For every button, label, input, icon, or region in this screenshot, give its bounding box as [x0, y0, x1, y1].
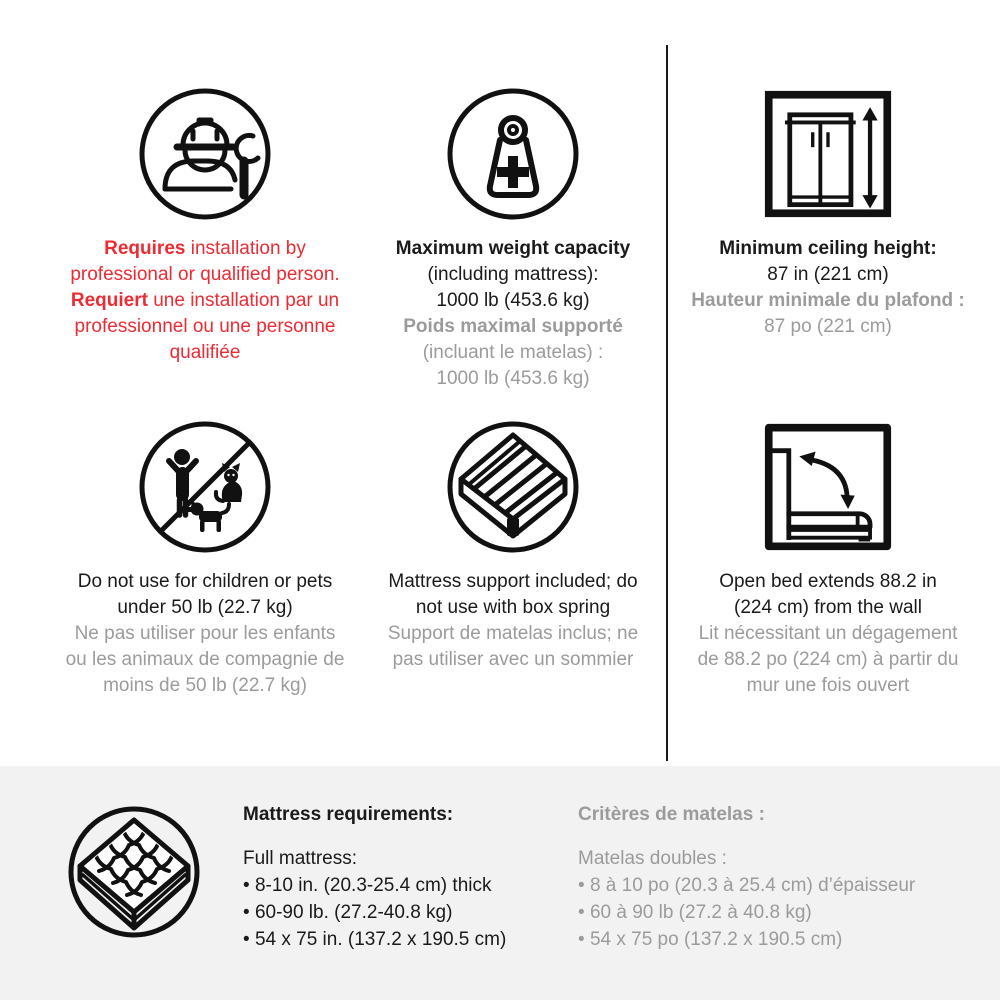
- card-line: Lit nécessitant un dégagement: [698, 623, 958, 644]
- card-heading-en: Minimum ceiling height:: [719, 238, 937, 259]
- card-heading-en: Maximum weight capacity: [395, 238, 631, 259]
- card-line: mur une fois ouvert: [746, 675, 910, 696]
- card-icon-wrap: [673, 85, 983, 223]
- section-subheading-en: Full mattress:: [243, 848, 358, 869]
- card-line: ou les animaux de compagnie de: [65, 649, 345, 670]
- card-line: [45, 262, 365, 288]
- installer-icon: [137, 86, 273, 222]
- card-line-bold: Requires: [104, 238, 186, 259]
- card-text: [358, 569, 668, 673]
- card-line: [45, 236, 365, 262]
- bullet-item: • 60-90 lb. (27.2-40.8 kg): [243, 899, 506, 926]
- card-line: (224 cm) from the wall: [734, 597, 922, 618]
- section-heading-en: Mattress requirements:: [243, 804, 454, 825]
- card-line: Do not use for children or pets: [77, 571, 333, 592]
- card-line: (incluant le matelas) :: [422, 342, 604, 363]
- card-line: de 88.2 po (224 cm) à partir du: [697, 649, 959, 670]
- card-line: [45, 314, 365, 340]
- bullet-item: • 8-10 in. (20.3-25.4 cm) thick: [243, 872, 506, 899]
- mattress-icon: [66, 804, 202, 940]
- card-text: [673, 569, 983, 699]
- card-icon-wrap: [35, 85, 375, 223]
- card-line: [45, 340, 365, 366]
- bullet-item: • 54 x 75 in. (137.2 x 190.5 cm): [243, 926, 506, 953]
- section-heading-fr: Critères de matelas :: [578, 804, 765, 825]
- ceiling-height-icon: [763, 89, 893, 219]
- card-text: [45, 236, 365, 366]
- card-icon-wrap: [673, 418, 983, 556]
- card-line: not use with box spring: [415, 597, 611, 618]
- card-line: under 50 lb (22.7 kg): [117, 597, 293, 618]
- card-line: Open bed extends 88.2 in: [719, 571, 937, 592]
- card-text: [673, 236, 983, 340]
- card-line-rest: installation by: [185, 238, 306, 259]
- card-ceiling-height: [673, 85, 983, 340]
- weight-icon: [445, 86, 581, 222]
- mattress-requirements-section: [0, 766, 1000, 1000]
- card-no-children-pets: [35, 418, 375, 699]
- mattress-requirements-fr: [578, 801, 915, 953]
- bullet-item: • 60 à 90 lb (27.2 à 40.8 kg): [578, 899, 915, 926]
- card-line: Ne pas utiliser pour les enfants: [74, 623, 336, 644]
- card-line-rest: professionnel ou une personne: [74, 316, 336, 337]
- card-icon-wrap: [358, 85, 668, 223]
- card-line-rest: professional or qualified person.: [70, 264, 340, 285]
- card-line: 1000 lb (453.6 kg): [436, 368, 590, 389]
- card-line: 87 po (221 cm): [764, 316, 892, 337]
- bullet-item: • 8 à 10 po (20.3 à 25.4 cm) d’épaisseur: [578, 872, 915, 899]
- card-open-bed: [673, 418, 983, 699]
- card-line: (including mattress):: [427, 264, 599, 285]
- card-line: pas utiliser avec un sommier: [392, 649, 634, 670]
- mattress-requirements-en: [243, 801, 506, 953]
- card-heading-fr: Poids maximal supporté: [403, 316, 623, 337]
- card-text: [358, 236, 668, 392]
- card-heading-fr: Hauteur minimale du plafond :: [691, 290, 965, 311]
- card-icon-wrap: [35, 418, 375, 556]
- card-line-bold: Requiert: [70, 290, 148, 311]
- open-bed-icon: [763, 422, 893, 552]
- card-line: 1000 lb (453.6 kg): [436, 290, 590, 311]
- bullet-item: • 54 x 75 po (137.2 x 190.5 cm): [578, 926, 915, 953]
- card-line-rest: qualifiée: [169, 342, 241, 363]
- card-line: moins de 50 lb (22.7 kg): [103, 675, 307, 696]
- card-line: 87 in (221 cm): [767, 264, 889, 285]
- card-max-weight: [358, 85, 668, 392]
- card-icon-wrap: [358, 418, 668, 556]
- card-line: [45, 288, 365, 314]
- card-line-rest: une installation par un: [147, 290, 340, 311]
- card-installation: [35, 85, 375, 366]
- no-children-pets-icon: [137, 419, 273, 555]
- card-line: Support de matelas inclus; ne: [387, 623, 639, 644]
- section-subheading-fr: Matelas doubles :: [578, 848, 727, 869]
- section-icon-wrap: [66, 804, 202, 940]
- card-mattress-support: [358, 418, 668, 673]
- card-text: [45, 569, 365, 699]
- mattress-support-icon: [445, 419, 581, 555]
- card-line: Mattress support included; do: [388, 571, 638, 592]
